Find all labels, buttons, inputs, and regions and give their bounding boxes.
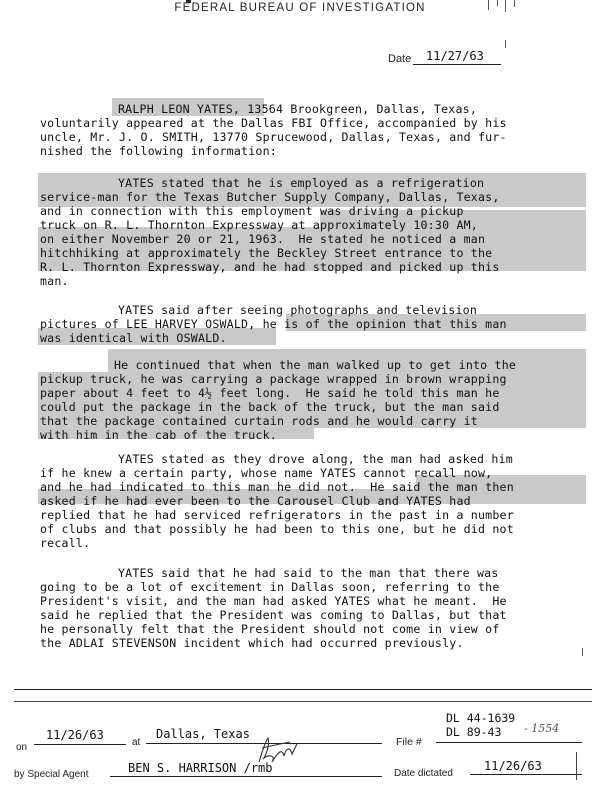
p3-line-3: was identical with OSWALD. <box>40 331 227 345</box>
p1-line-3: uncle, Mr. J. O. SMITH, 13770 Sprucewood, Dallas, Texas, and fur- <box>40 130 507 144</box>
p5-line-1: YATES stated as they drove along, the man had asked him <box>118 452 513 466</box>
agent-label: by Special Agent <box>14 769 89 780</box>
p3-line-2: pictures of LEE HARVEY OSWALD, he is of the opinion that this man <box>40 317 507 331</box>
agent-underline <box>110 776 382 777</box>
p6-line-3: President's visit, and the man had asked YATES what he meant. He <box>40 594 507 608</box>
p6-line-6: the ADLAI STEVENSON incident which had occurred previously. <box>40 636 464 650</box>
p6-line-2: going to be a lot of excitement in Dallas soon, referring to the <box>40 580 500 594</box>
p6-line-5: he personally felt that the President should not come in view of <box>40 622 500 636</box>
p6-line-4: said he replied that the President was coming to Dallas, but that <box>40 608 507 622</box>
p2-line-6: hitchhiking at approximately the Beckley Street entrance to the <box>40 246 493 260</box>
p5-line-6: of clubs and that possibly he had been to this one, but he did not <box>40 522 514 536</box>
file-label: File # <box>396 736 422 748</box>
p4-line-1: He continued that when the man walked up to get into the <box>114 358 517 372</box>
p4-line-2: pickup truck, he was carrying a package wrapped in brown wrapping <box>40 372 507 386</box>
p5-line-5: replied that he had serviced refrigerators in the past in a number <box>40 508 514 522</box>
p1-line-4: nished the following information: <box>40 144 277 158</box>
agency-header: FEDERAL BUREAU OF INVESTIGATION <box>174 2 426 14</box>
p5-line-7: recall. <box>40 536 91 550</box>
p4-line-3: paper about 4 feet to 4½ feet long. He said he told this man he <box>40 386 500 400</box>
p2-line-8: man. <box>40 274 69 288</box>
p4-line-6: with him in the cab of the truck. <box>40 428 277 442</box>
date-label: Date <box>388 53 412 65</box>
p4-line-4: could put the package in the back of the truck, but the man said <box>40 400 500 414</box>
on-date-underline <box>34 744 126 745</box>
p4-line-5: that the package contained curtain rods and he would carry it <box>40 414 478 428</box>
margin-tick-mark <box>582 648 583 656</box>
p1-line-2: voluntarily appeared at the Dallas FBI Office, accompanied by his <box>40 116 507 130</box>
date-value: 11/27/63 <box>426 49 484 63</box>
p2-line-7: R. L. Thornton Expressway, and he had stopped and picked up this <box>40 260 500 274</box>
p2-line-2: service-man for the Texas Butcher Supply Company, Dallas, Texas, <box>40 190 500 204</box>
p1-line-1: RALPH LEON YATES, 13564 Brookgreen, Dallas, Texas, <box>118 102 478 116</box>
bottom-right-mark <box>576 752 577 780</box>
p5-line-3: and he had indicated to this man he did not. He said the man then <box>40 480 514 494</box>
on-date: 11/26/63 <box>46 728 104 742</box>
p3-line-1: YATES said after seeing photographs and television <box>118 303 478 317</box>
file-number-2: DL 89-43 <box>446 725 502 739</box>
date-underline <box>413 64 501 65</box>
p2-line-1: YATES stated that he is employed as a refrigeration <box>118 176 485 190</box>
file-number-handwritten: - 1554 <box>524 722 560 735</box>
bottom-divider-2 <box>14 701 592 702</box>
p6-line-1: YATES said that he had said to the man that there was <box>118 566 499 580</box>
p2-line-4: truck on R. L. Thornton Expressway at approximately 10:30 AM, <box>40 218 478 232</box>
on-label: on <box>16 742 28 753</box>
dictated-label: Date dictated <box>394 768 453 779</box>
file-underline <box>436 742 582 743</box>
p5-line-2: if he knew a certain party, whose name YATES cannot recall now, <box>40 466 493 480</box>
at-label: at <box>132 737 141 748</box>
dictated-underline <box>470 774 582 775</box>
agent-name: BEN S. HARRISON /rmb <box>128 761 273 775</box>
dictated-date: 11/26/63 <box>484 759 542 773</box>
file-number-1: DL 44-1639 <box>446 711 516 725</box>
p2-line-5: on either November 20 or 21, 1963. He stated he noticed a man <box>40 232 486 246</box>
bottom-divider-1 <box>14 689 592 690</box>
date-tick-mark <box>505 40 506 48</box>
p5-line-4: asked if he had ever been to the Carousel Club and YATES had <box>40 494 471 508</box>
p2-line-3: and in connection with this employment was driving a pickup <box>40 204 464 218</box>
location: Dallas, Texas <box>156 727 250 741</box>
